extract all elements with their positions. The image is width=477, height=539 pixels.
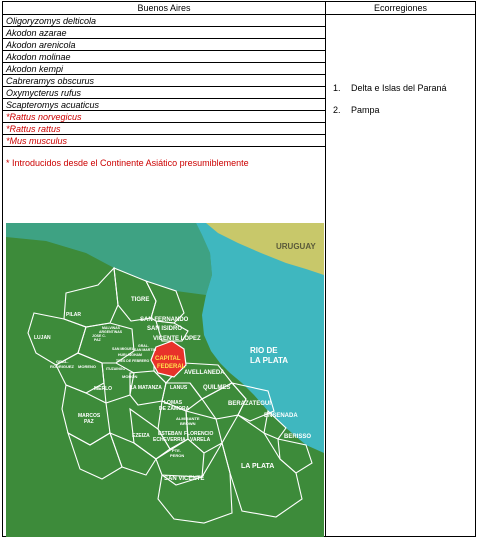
species-row: Oxymycterus rufus bbox=[3, 87, 325, 99]
map-label-tigre: TIGRE bbox=[131, 297, 150, 303]
species-row: Scapteromys acuaticus bbox=[3, 99, 325, 111]
map-label-pilar: PILAR bbox=[66, 312, 81, 318]
map-label-lanus: LANUS bbox=[170, 385, 188, 391]
column-header-buenos-aires: Buenos Aires bbox=[3, 2, 325, 15]
map-label-marcos-paz: MARCOS PAZ bbox=[78, 413, 101, 425]
ecoregion-number: 2. bbox=[333, 105, 341, 115]
map-label-florencio-varela: FLORENCIO VARELA bbox=[184, 431, 214, 443]
species-row-introduced: *Rattus rattus bbox=[3, 123, 325, 135]
species-row: Akodon molinae bbox=[3, 51, 325, 63]
map-label-capital-federal: CAPITAL FEDERAL bbox=[155, 356, 186, 370]
column-divider bbox=[325, 2, 326, 536]
map-label-moreno: MORENO bbox=[78, 364, 96, 369]
species-row: Akodon arenicola bbox=[3, 39, 325, 51]
ecoregion-name: Pampa bbox=[351, 105, 380, 115]
map-label-lomas-de-zamora: LOMAS DE ZAMORA bbox=[159, 400, 190, 412]
map-label-san-vicente: SAN VICENTE bbox=[164, 476, 205, 482]
map-label-uruguay: URUGUAY bbox=[276, 242, 316, 251]
map-label-quilmes: QUILMES bbox=[203, 385, 231, 391]
ecoregion-name: Delta e Islas del Paraná bbox=[351, 83, 447, 93]
map-label-merlo: MERLO bbox=[94, 386, 113, 392]
species-row-introduced: *Rattus norvegicus bbox=[3, 111, 325, 123]
introduced-footnote: * Introducidos desde el Continente Asiático presumiblemente bbox=[6, 158, 249, 168]
ecoregion-number: 1. bbox=[333, 83, 341, 93]
document-table bbox=[2, 1, 476, 537]
map-label-esteban-echeverria: ESTEBAN ECHEVERRIA bbox=[153, 431, 186, 443]
species-row: Cabreramys obscurus bbox=[3, 75, 325, 87]
map-label-san-fernando: SAN FERNANDO bbox=[140, 317, 189, 323]
species-row: Oligoryzomys delticola bbox=[3, 15, 325, 27]
species-row-introduced: *Mus musculus bbox=[3, 135, 325, 147]
ecoregion-item bbox=[333, 104, 447, 126]
map-label-moron: MORON bbox=[122, 374, 138, 379]
map-label-gral-san-martin: GRAL. SAN MARTIN bbox=[134, 344, 156, 352]
map-label-gral-rodriguez: GRAL. RODRIGUEZ bbox=[50, 359, 74, 369]
table-rule bbox=[3, 146, 325, 147]
buenos-aires-map bbox=[6, 223, 324, 537]
map-label-la-plata: LA PLATA bbox=[241, 463, 275, 470]
map-label-vicente-lopez: VICENTE LOPEZ bbox=[153, 336, 201, 342]
map-label-lujan: LUJAN bbox=[34, 335, 51, 341]
map-label-jose-c-paz: JOSE C. PAZ bbox=[92, 334, 106, 342]
ecoregion-list bbox=[333, 82, 447, 126]
map-label-tres-de-febrero: TRES DE FEBRERO bbox=[116, 359, 150, 363]
map-label-ensenada: ENSENADA bbox=[264, 413, 298, 419]
map-label-pte-peron: PTE. PERON bbox=[170, 448, 185, 458]
column-header-ecorregiones: Ecorregiones bbox=[326, 2, 475, 15]
species-row: Akodon azarae bbox=[3, 27, 325, 39]
species-row: Akodon kempi bbox=[3, 63, 325, 75]
map-label-hurlingham: HURLINGHAM bbox=[118, 353, 142, 357]
map-label-san-miguel: SAN MIGUEL bbox=[112, 347, 134, 351]
ecoregion-item bbox=[333, 82, 447, 104]
map-label-san-isidro: SAN ISIDRO bbox=[147, 326, 183, 332]
map-label-rio-de-la-plata: RIO DE LA PLATA bbox=[250, 346, 289, 365]
map-label-berisso: BERISSO bbox=[284, 434, 312, 440]
map-label-ezeiza: EZEIZA bbox=[132, 433, 150, 439]
map-label-malvinas-argentinas: MALVINAS ARGENTINAS bbox=[99, 326, 123, 334]
map-label-ituzaingo: ITUZAINGO bbox=[106, 367, 126, 371]
map-label-berazategui: BERAZATEGUI bbox=[228, 401, 271, 407]
map-label-avellaneda: AVELLANEDA bbox=[184, 370, 225, 376]
map-label-la-matanza: LA MATANZA bbox=[130, 385, 162, 391]
map-label-almirante-brown: ALMIRANTE BROWN bbox=[176, 416, 200, 426]
